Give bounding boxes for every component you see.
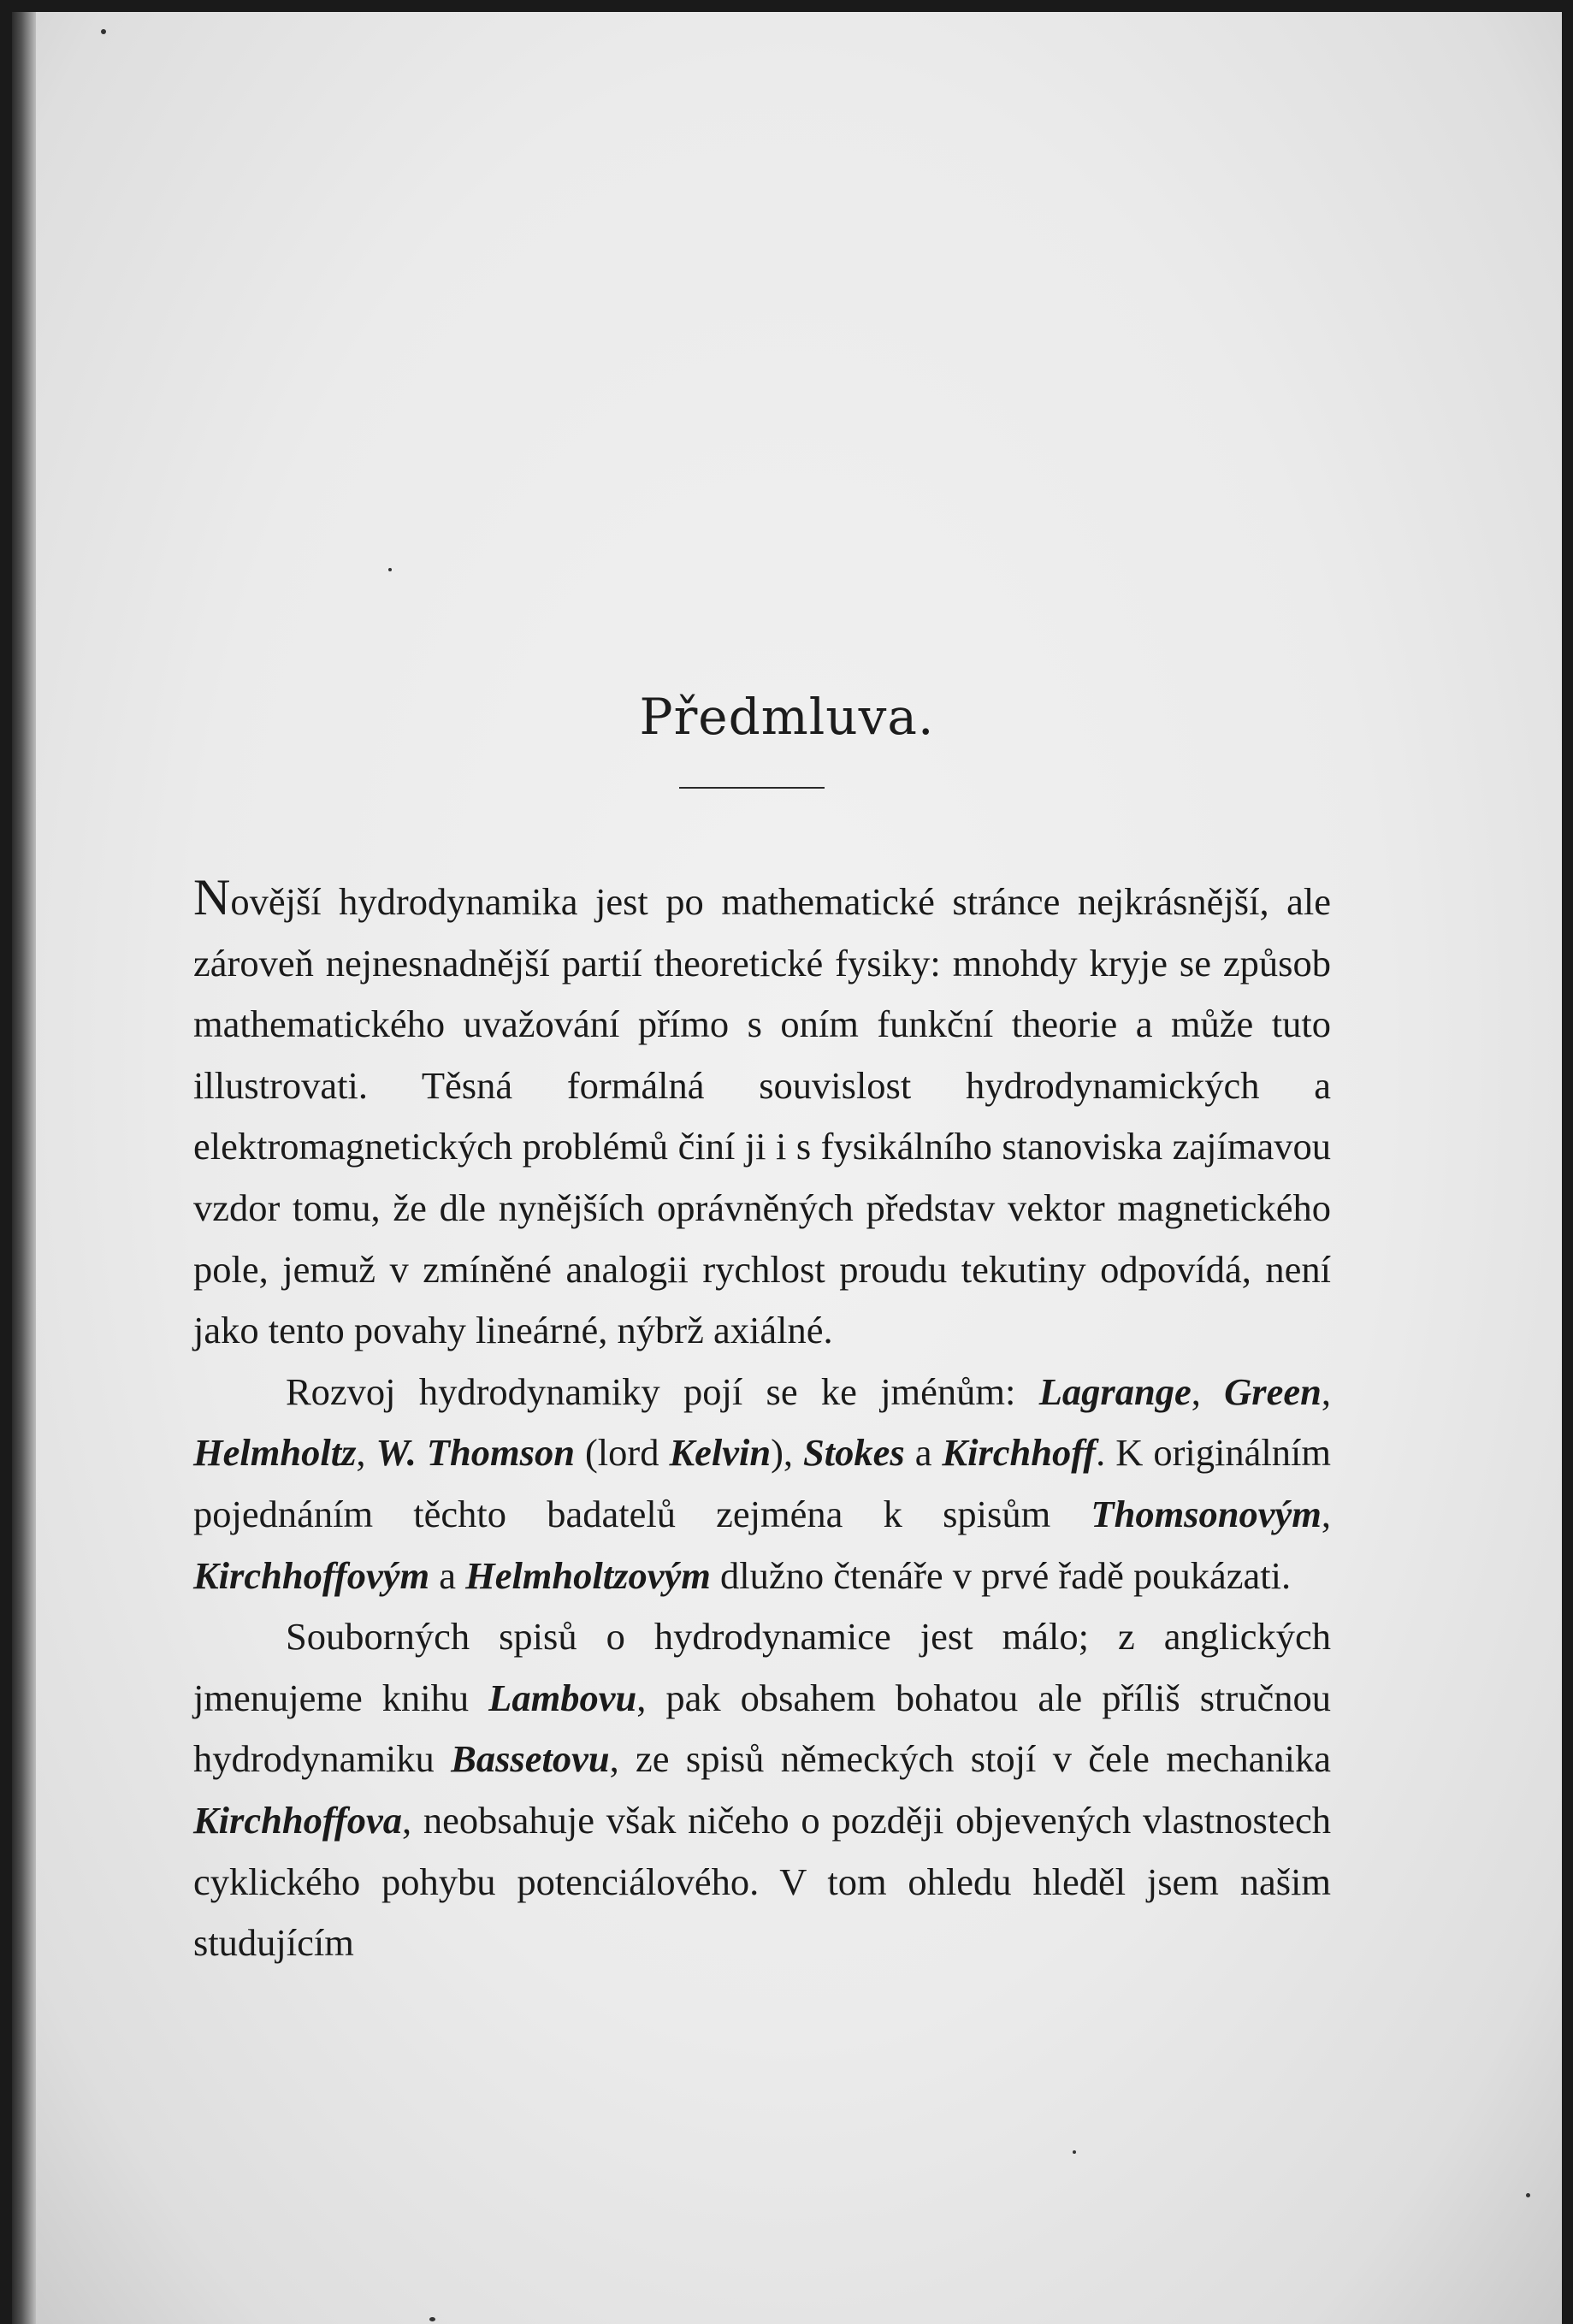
body-text-run: ), xyxy=(771,1431,804,1475)
person-name: Stokes xyxy=(803,1431,905,1475)
body-text-run: , ze spisů německých stojí v čele mechanika xyxy=(609,1737,1331,1781)
body-text-run: , xyxy=(1321,1369,1331,1413)
initial-letter: N xyxy=(193,869,231,925)
person-name: Green xyxy=(1224,1369,1322,1413)
person-name: Kirchhoffova xyxy=(193,1798,402,1842)
body-text-run: a xyxy=(429,1553,466,1597)
person-name: Kirchhoffovým xyxy=(193,1553,430,1597)
title-rule xyxy=(679,787,825,789)
body-text-run: , xyxy=(356,1431,376,1475)
paragraph xyxy=(193,869,1331,1362)
body-text-run: (lord xyxy=(574,1431,670,1475)
body-text-run: , xyxy=(1321,1492,1331,1535)
body-text-run: . K originálním pojednáním těchto badatelů zejména k spisům xyxy=(193,1431,1331,1535)
body-text-run: dlužno čtenáře v prvé řadě poukázati. xyxy=(710,1553,1292,1597)
person-name: Bassetovu xyxy=(451,1737,610,1781)
person-name: Helmholtz xyxy=(193,1431,357,1475)
person-name: Helmholtzovým xyxy=(465,1553,711,1597)
person-name: Lagrange xyxy=(1038,1369,1192,1413)
person-name: W. Thomson xyxy=(376,1431,575,1475)
body-text-run: ovější hydrodynamika jest po mathematické stránce nejkrásnější, ale zároveň nejnesnadnější partií theoretické fysiky: mnohdy kryje se způsob mathematického uvažování přímo s oním funkční theorie a může tuto illustrovati. Těsná formálná souvislost hydrodynamických a elektromagnetických problémů činí ji i s fysikálního stanoviska zajímavou vzdor tomu, že dle nynějších oprávněných představ vektor magnetického pole, jemuž v zmíněné analogii rychlost proudu tekutiny odpovídá, není jako tento povahy lineárné, nýbrž axiálné. xyxy=(193,880,1331,1352)
binding-edge xyxy=(12,12,36,2324)
paragraph xyxy=(193,1362,1331,1606)
body-text-run: Souborných spisů o hydrodynamice jest málo; z anglických jmenujeme knihu xyxy=(193,1615,1331,1719)
page-title: Předmluva. xyxy=(639,688,935,746)
person-name: Kirchhoff xyxy=(942,1431,1097,1475)
scanned-page xyxy=(12,12,1562,2324)
dust-speck xyxy=(1526,2193,1530,2197)
dust-speck xyxy=(101,29,106,34)
body-text-run: , pak obsahem bohatou ale příliš stručnou hydrodynamiku xyxy=(193,1676,1331,1781)
person-name: Thomsonovým xyxy=(1091,1492,1322,1535)
dust-speck xyxy=(1073,2150,1076,2154)
person-name: Kelvin xyxy=(669,1431,772,1475)
preface-body xyxy=(193,869,1331,1974)
body-text-run: , xyxy=(1191,1369,1225,1413)
dust-speck xyxy=(429,2317,435,2321)
body-text-run: , neobsahuje však ničeho o později objevených vlastnostech cyklického pohybu potenciálového. V tom ohledu hleděl jsem našim studujícím xyxy=(193,1798,1331,1965)
paragraph xyxy=(193,1606,1331,1974)
body-text-run: a xyxy=(904,1431,943,1475)
person-name: Lambovu xyxy=(488,1676,637,1719)
body-text-run: Rozvoj hydrodynamiky pojí se ke jménům: xyxy=(286,1369,1039,1413)
dust-speck xyxy=(388,568,392,571)
